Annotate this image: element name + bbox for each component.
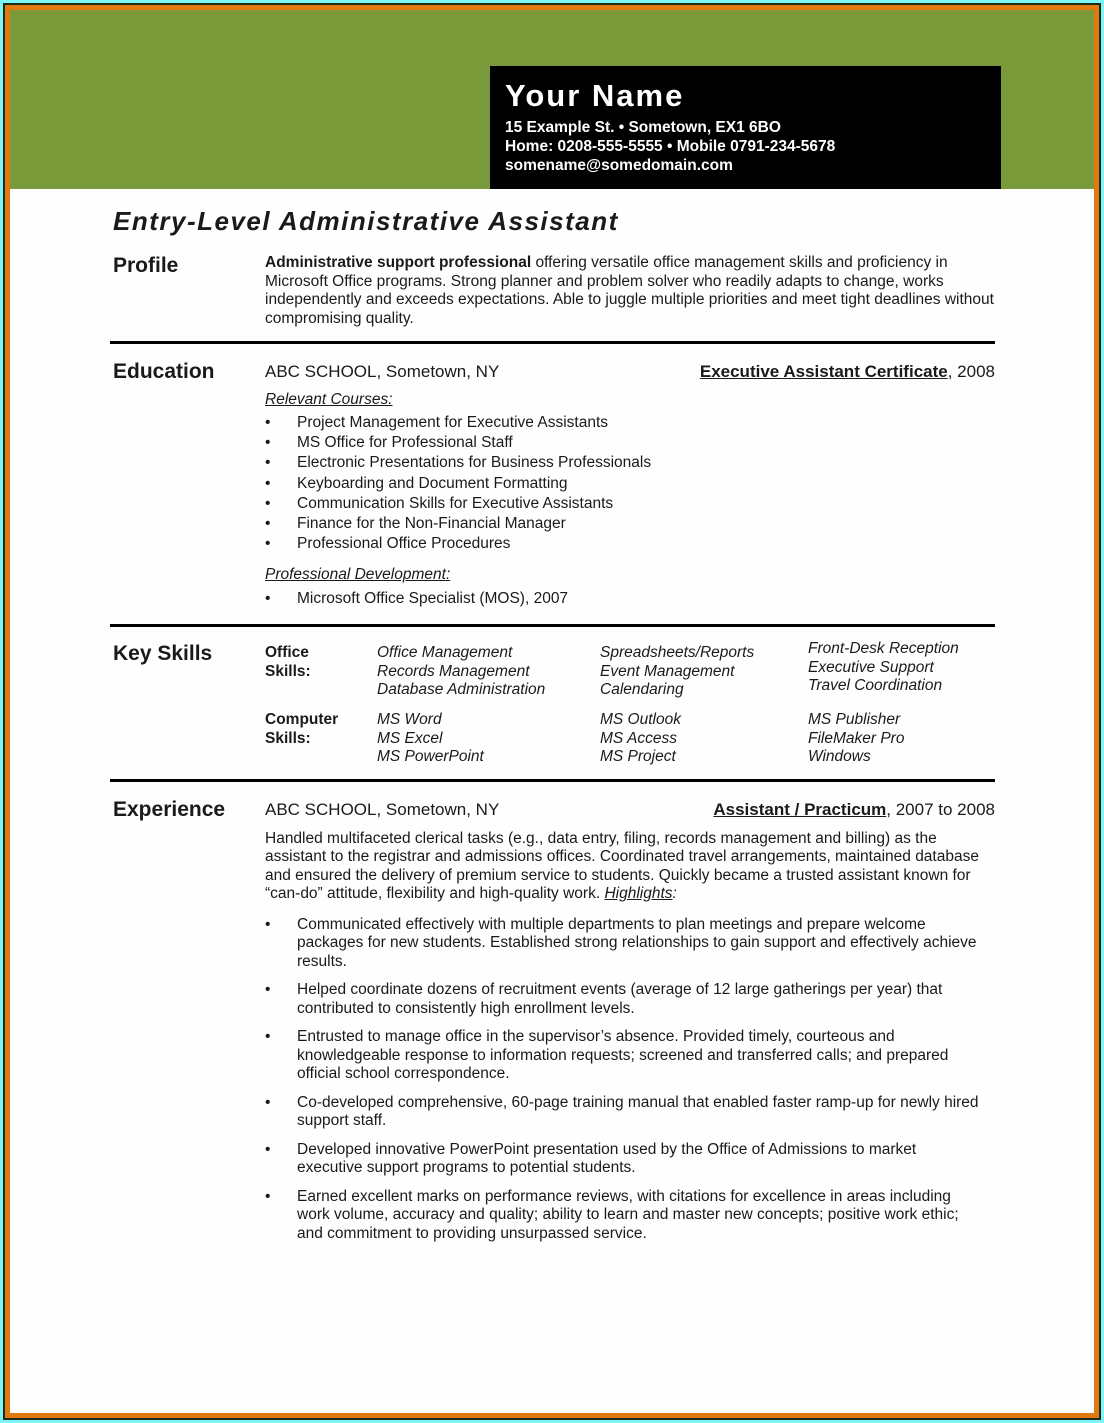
skill-column (377, 644, 545, 700)
development-list (265, 589, 995, 609)
section-divider (110, 779, 995, 782)
school-name: ABC SCHOOL, Sometown, NY (265, 362, 500, 381)
skill-column (377, 711, 484, 767)
label-line: Computer (265, 711, 339, 728)
education-section (110, 360, 995, 620)
skill-column (600, 644, 754, 700)
education-body (265, 363, 995, 609)
skill-item: Calendaring (600, 681, 684, 698)
skill-item: Database Administration (377, 681, 546, 698)
skill-column (600, 711, 681, 767)
development-heading: Professional Development: (265, 566, 451, 584)
phone-numbers: Home: 0208-555-5555 • Mobile 0791-234-5678 (505, 138, 836, 155)
credential-year: , 2008 (947, 362, 995, 381)
experience-summary: Handled multifaceted clerical tasks (e.g., data entry, filing, records management and billing) as the assistant to the registrar and admissions offices. Coordinated travel arrangements, maintained database and ensured the delivery of premium service to students. Quickly became a trusted assistant known for “can-do” attitude, flexibility and high-quality work. Highlights: (265, 829, 979, 902)
employer: ABC SCHOOL, Sometown, NY (265, 800, 500, 819)
skill-item: Office Management (377, 644, 513, 661)
skill-column (808, 640, 959, 696)
skill-item: MS Publisher (808, 711, 901, 728)
list-item: • Communicated effectively with multiple departments to plan meetings and prepare welcome packages for new students. Established strong relationships to gain support and effectively achieve results. (265, 916, 995, 972)
section-label-profile: Profile (113, 254, 179, 277)
skill-item: Front-Desk Reception (808, 640, 959, 657)
section-divider (110, 341, 995, 344)
label-line: Office (265, 644, 309, 661)
experience-header-row (265, 801, 995, 820)
courses-list (265, 413, 995, 554)
profile-text (265, 254, 995, 328)
list-item: • Helped coordinate dozens of recruitment events (average of 12 large gatherings per year) that contributed to consistently high enrollment levels. (265, 981, 995, 1018)
experience-body (265, 801, 995, 1253)
skill-item: MS Word (377, 711, 442, 728)
skill-item: Spreadsheets/Reports (600, 644, 755, 661)
list-item: • Entrusted to manage office in the supervisor’s absence. Provided timely, courteous and knowledgeable response to information requests; screened and transferred calls; and prepared official school correspondence. (265, 1028, 995, 1084)
list-item: • MS Office for Professional Staff (265, 433, 995, 453)
experience-section (110, 798, 995, 1258)
section-label-skills: Key Skills (113, 642, 213, 665)
list-item: • Co-developed comprehensive, 60-page training manual that enabled faster ramp-up for newly hired support staff. (265, 1094, 995, 1131)
education-header-row (265, 363, 995, 382)
profile-lead: Administrative support professional (265, 254, 532, 271)
resume-page (10, 10, 1094, 1413)
summary-text: Handled multifaceted clerical tasks (e.g., data entry, filing, records management and billing) as the assistant to the registrar and admissions offices. Coordinated travel arrangements, maintained database and ensured the delivery of premium service to students. Quickly became a trusted assistant known for “can-do” attitude, flexibility and high-quality work. (265, 829, 979, 902)
development-heading-text: Professional Development (265, 566, 446, 584)
label-line: Skills: (265, 729, 311, 747)
skill-item: Event Management (600, 662, 735, 680)
highlights-list (265, 916, 995, 1244)
computer-skills (265, 711, 1094, 781)
role-title: Assistant / Practicum (713, 800, 887, 819)
list-item: • Keyboarding and Document Formatting (265, 474, 995, 494)
skill-item: Executive Support (808, 658, 934, 676)
credential-title: Executive Assistant Certificate (699, 362, 948, 381)
computer-skills-label (265, 711, 365, 748)
list-item: • Professional Office Procedures (265, 534, 995, 554)
skill-item: Travel Coordination (808, 677, 943, 694)
courses-heading-text: Relevant Courses (265, 390, 389, 408)
skill-item: FileMaker Pro (808, 729, 905, 747)
skills-section (110, 642, 995, 782)
candidate-name: Your Name (505, 78, 685, 113)
role-dates: , 2007 to 2008 (886, 800, 995, 819)
skill-item: MS PowerPoint (377, 748, 484, 765)
list-item: • Project Management for Executive Assistants (265, 413, 995, 433)
skills-grid (265, 640, 1094, 781)
profile-body: offering versatile office management skills and proficiency in Microsoft Office programs. Strong planner and problem solver who readily adapts to change, works independently and exceeds expectations. Able to juggle multiple priorities and meet tight deadlines without compromising quality. (265, 254, 994, 327)
list-item: • Finance for the Non-Financial Manager (265, 514, 995, 534)
email: somename@somedomain.com (505, 157, 733, 174)
section-label-experience: Experience (113, 798, 226, 821)
courses-heading: Relevant Courses: (265, 390, 393, 408)
job-title: Entry-Level Administrative Assistant (113, 206, 619, 236)
address: 15 Example St. • Sometown, EX1 6BO (505, 119, 781, 136)
skill-item: MS Access (600, 729, 677, 747)
list-item: • Microsoft Office Specialist (MOS), 2007 (265, 589, 995, 609)
skill-item: MS Project (600, 748, 676, 765)
list-item: • Communication Skills for Executive Assistants (265, 494, 995, 514)
section-divider (110, 624, 995, 627)
credential (700, 363, 995, 382)
skill-item: Windows (808, 748, 871, 765)
list-item: • Earned excellent marks on performance reviews, with citations for excellence in areas including work volume, accuracy and quality; ability to learn and master new concepts; positive work ethic; and commitment to providing unsurpassed service. (265, 1188, 995, 1244)
list-item: • Developed innovative PowerPoint presentation used by the Office of Admissions to market executive support programs to potential students. (265, 1141, 995, 1178)
section-label-education: Education (113, 360, 215, 383)
list-item: • Electronic Presentations for Business Professionals (265, 453, 995, 473)
label-line: Skills: (265, 662, 311, 680)
skill-item: MS Outlook (600, 711, 681, 728)
contact-box (490, 66, 1001, 189)
profile-section (110, 254, 995, 344)
office-skills-label (265, 644, 365, 681)
office-skills (265, 640, 1094, 714)
role (713, 801, 995, 820)
skill-item: Records Management (377, 662, 530, 680)
skill-column (808, 711, 904, 767)
highlights-label: Highlights (604, 885, 673, 902)
skill-item: MS Excel (377, 729, 443, 747)
